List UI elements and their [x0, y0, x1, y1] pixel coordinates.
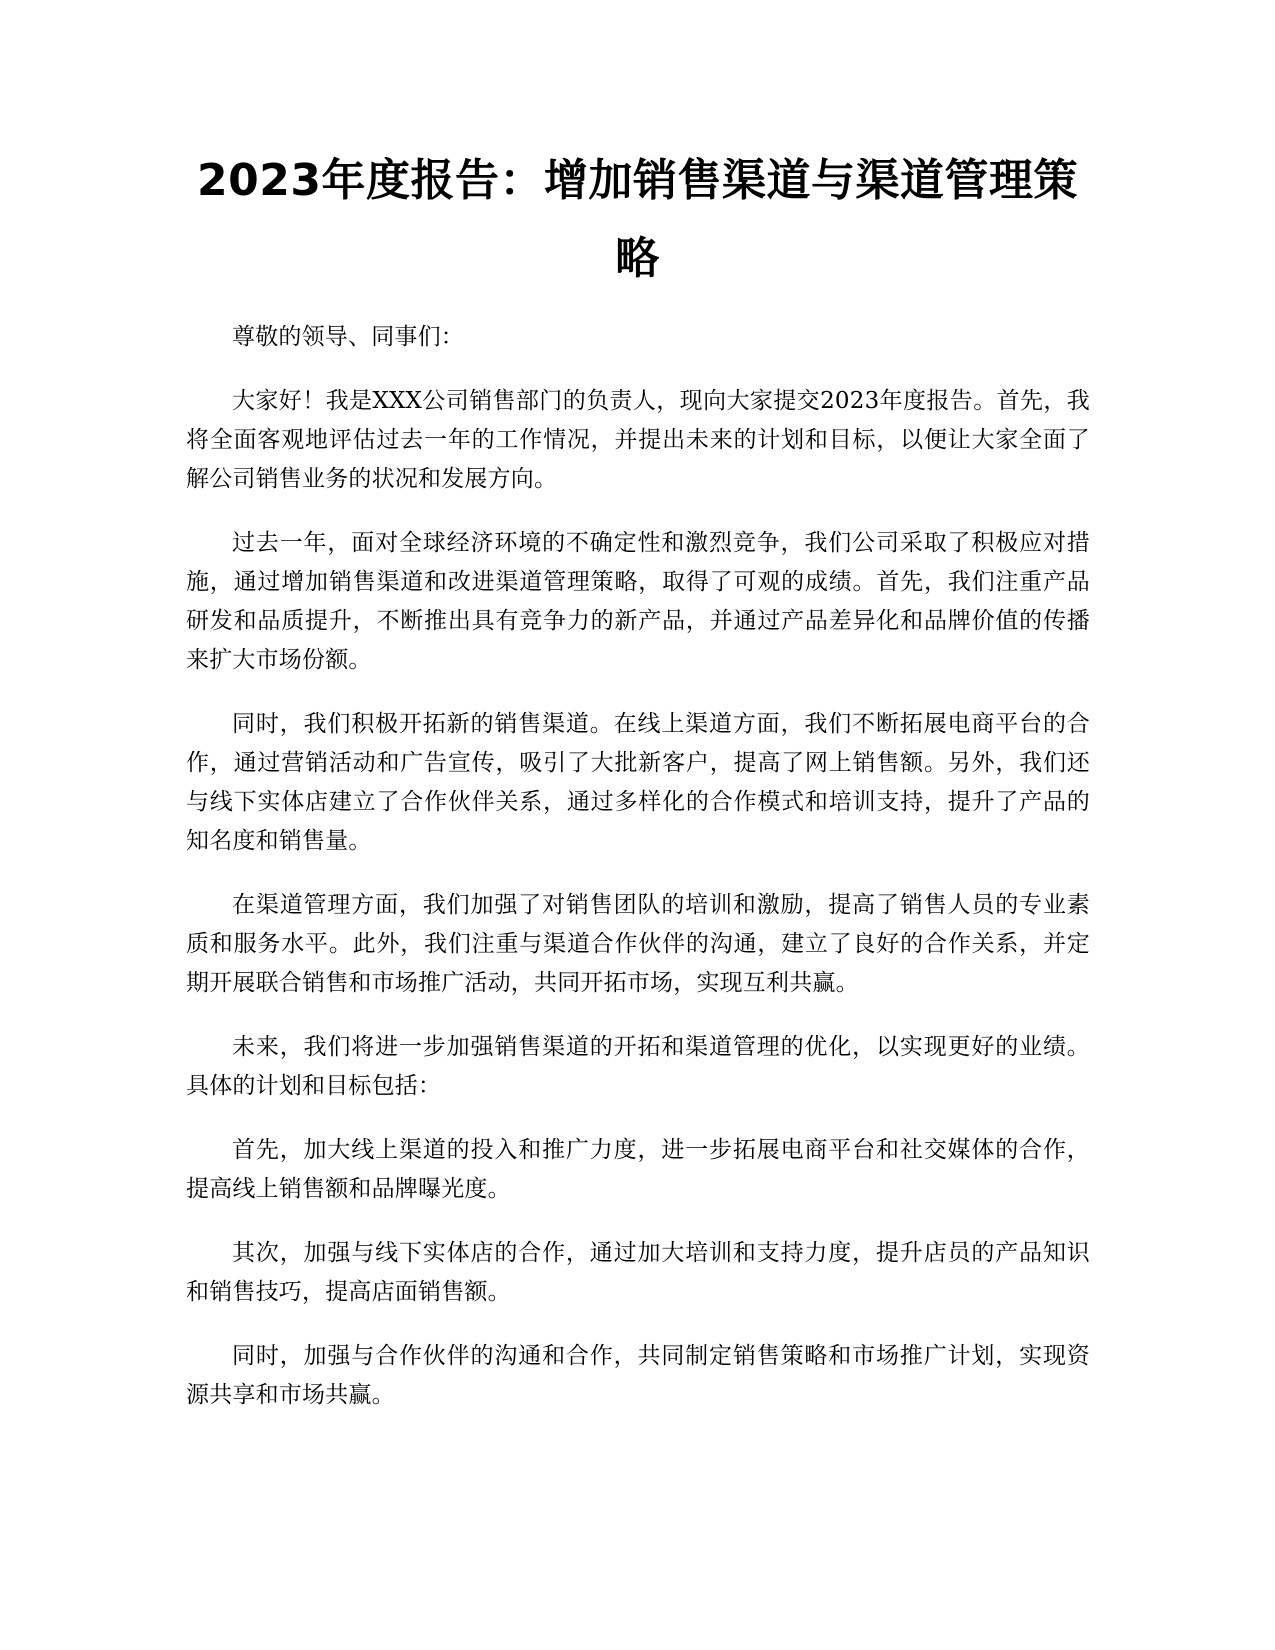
paragraph-introduction: 大家好！我是XXX公司销售部门的负责人，现向大家提交2023年度报告。首先，我将全面客观地评估过去一年的工作情况，并提出未来的计划和目标，以便让大家全面了解公司销售业务的状况和发展方向。 — [186, 388, 1090, 492]
paragraph-channel-management: 在渠道管理方面，我们加强了对销售团队的培训和激励，提高了销售人员的专业素质和服务水平。此外，我们注重与渠道合作伙伴的沟通，建立了良好的合作关系，并定期开展联合销售和市场推广活动，共同开拓市场，实现互利共赢。 — [186, 892, 1090, 996]
paragraph-salutation: 尊敬的领导、同事们： — [232, 324, 464, 350]
paragraph-plan-partners: 同时，加强与合作伙伴的沟通和合作，共同制定销售策略和市场推广计划，实现资源共享和市场共赢。 — [186, 1343, 1090, 1408]
paragraph-future-plans: 未来，我们将进一步加强销售渠道的开拓和渠道管理的优化，以实现更好的业绩。具体的计划和目标包括： — [186, 1034, 1090, 1099]
paragraph-plan-offline: 其次，加强与线下实体店的合作，通过加大培训和支持力度，提升店员的产品知识和销售技巧，提高店面销售额。 — [186, 1240, 1090, 1305]
paragraph-past-year: 过去一年，面对全球经济环境的不确定性和激烈竞争，我们公司采取了积极应对措施，通过增加销售渠道和改进渠道管理策略，取得了可观的成绩。首先，我们注重产品研发和品质提升，不断推出具有竞争力的新产品，并通过产品差异化和品牌价值的传播来扩大市场份额。 — [186, 530, 1090, 673]
document-title: 2023年度报告：增加销售渠道与渠道管理策略 — [197, 155, 1078, 284]
document-body — [186, 318, 1090, 1440]
paragraph-plan-online: 首先，加大线上渠道的投入和推广力度，进一步拓展电商平台和社交媒体的合作，提高线上销售额和品牌曝光度。 — [186, 1137, 1090, 1202]
paragraph-new-channels: 同时，我们积极开拓新的销售渠道。在线上渠道方面，我们不断拓展电商平台的合作，通过营销活动和广告宣传，吸引了大批新客户，提高了网上销售额。另外，我们还与线下实体店建立了合作伙伴关系，通过多样化的合作模式和培训支持，提升了产品的知名度和销售量。 — [186, 711, 1090, 854]
